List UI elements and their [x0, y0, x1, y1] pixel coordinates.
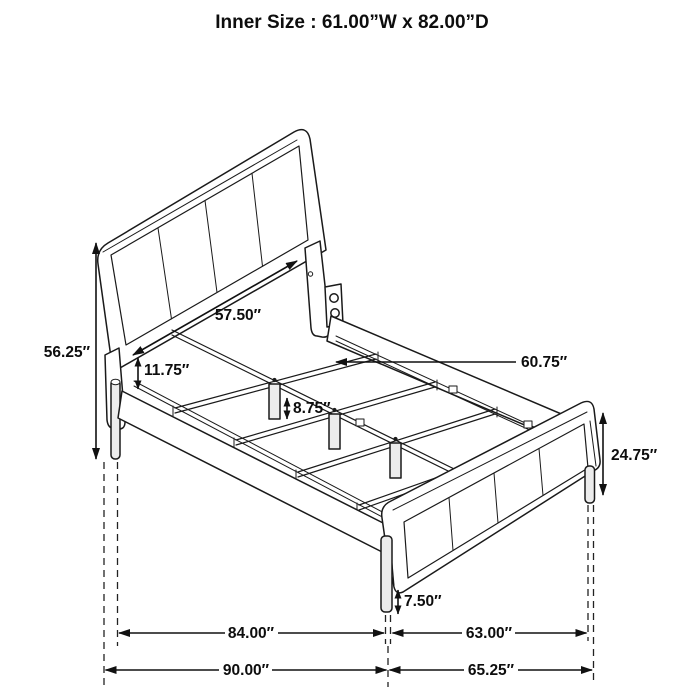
dim-headboard-to-rail-gap-label: 11.75″: [144, 362, 190, 379]
dim-footboard-span-label: 63.00″: [465, 625, 513, 642]
dim-overall-width-label: 65.25″: [467, 662, 515, 679]
page-title: Inner Size : 61.00”W x 82.00”D: [215, 12, 489, 33]
support-leg-3: [390, 443, 401, 478]
dim-footboard-height-label: 24.75″: [611, 447, 658, 464]
screw-dot: [393, 437, 397, 441]
dim-support-leg-height-label: 8.75″: [293, 400, 331, 417]
dim-slat-length-label: 60.75″: [521, 354, 568, 371]
side-rail-near-board: [118, 391, 389, 554]
support-leg-1: [269, 384, 280, 419]
slat-support-rail-near: [134, 381, 390, 521]
dim-side-rail-span-label: 84.00″: [227, 625, 275, 642]
footboard: [381, 401, 600, 612]
rail-joint: [524, 421, 532, 428]
screw-dot: [332, 408, 336, 412]
dim-headboard-height-label: 56.25″: [43, 344, 90, 361]
dim-overall-length-label: 90.00″: [222, 662, 270, 679]
dim-footboard-leg-label: 7.50″: [404, 593, 442, 610]
footboard-far-leg: [585, 466, 595, 503]
headboard-left-leg-top: [111, 379, 120, 385]
screw-dot: [272, 378, 276, 382]
rail-joint: [449, 386, 457, 393]
rail-joint: [356, 419, 364, 426]
footboard-frame: [382, 401, 600, 592]
support-leg-2: [329, 414, 340, 449]
footboard-near-leg: [381, 536, 392, 612]
dim-headboard-panel-width-label: 57.50″: [214, 307, 262, 324]
headboard-left-leg: [111, 380, 120, 459]
